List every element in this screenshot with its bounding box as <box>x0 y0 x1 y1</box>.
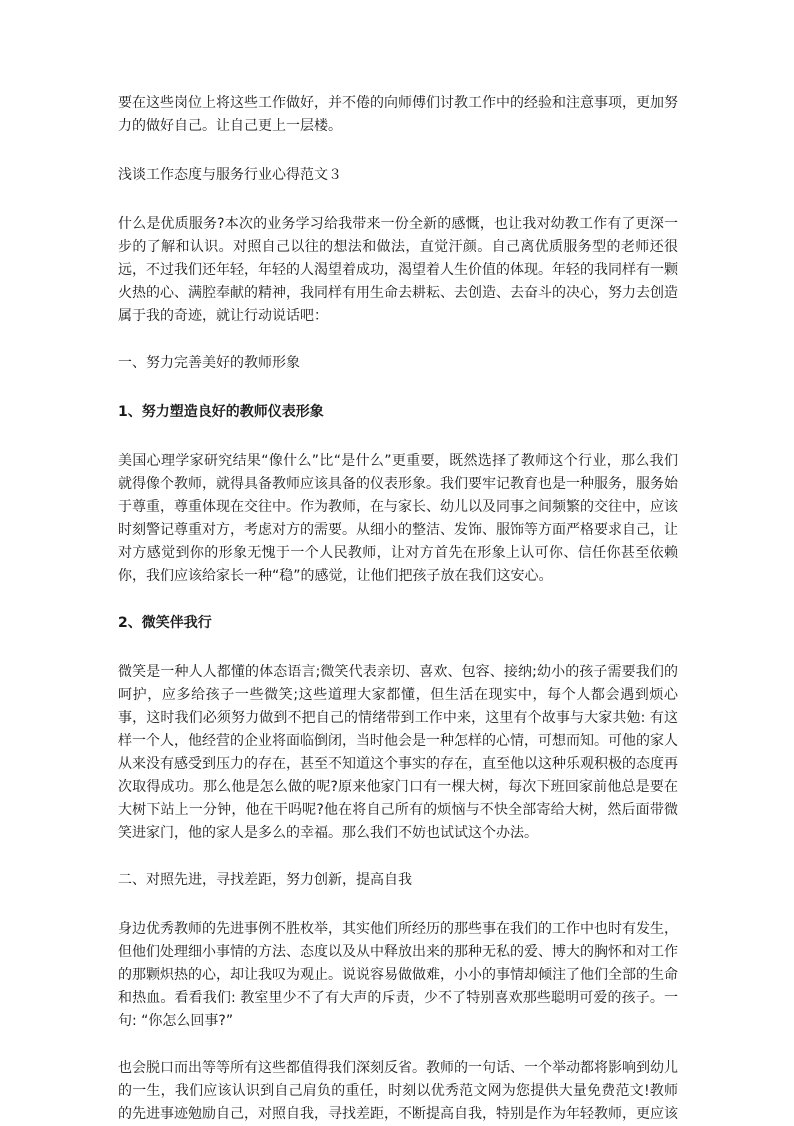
section-heading-2: 二、对照先进，寻找差距，努力创新，提高自我 <box>118 872 412 888</box>
paragraph-examples: 身边优秀教师的先进事例不胜枚举，其实他们所经历的那些事在我们的工作中也时有发生，但他们处理细小事情的方法、态度以及从中释放出来的那种无私的爱、博大的胸怀和对工作的那颗炽热的心，却让我叹为观止。说说容易做做难，小小的事情却倾注了他们全部的生命和热血。看看我们: 教室里少不了有大声的斥责，少不了特别喜欢那些聪明可爱的孩子。一句: “你怎么回事?” <box>118 921 678 1029</box>
subsection-heading-2: 2、微笑伴我行 <box>118 615 212 631</box>
paragraph-reflection: 也会脱口而出等等所有这些都值得我们深刻反省。教师的一句话、一个举动都将影响到幼儿的一生，我们应该认识到自己肩负的重任，时刻以优秀范文网为您提供大量免费范文!教师的先进事迹勉励自己，对照自我，寻找差距，不断提高自我，特别是作为年轻教师，更应该 <box>118 1060 678 1122</box>
paragraph-smile: 微笑是一种人人都懂的体态语言;微笑代表亲切、喜欢、包容、接纳;幼小的孩子需要我们的呵护，应多给孩子一些微笑;这些道理大家都懂，但生活在现实中，每个人都会遇到烦心事，这时我们必须努力做到不把自己的情绪带到工作中来，这里有个故事与大家共勉: 有这样一个人，他经营的企业将面临倒闭，当时他会是一种怎样的心情，可想而知。可他的家人从来没有感受到压力的存在，甚至不知道这个事实的存在，直至他以这种乐观积极的态度再次取得成功。那么他是怎么做的呢?原来他家门口有一棵大树，每次下班回家前他总是要在大树下站上一分钟，他在干吗呢?他在将自己所有的烦恼与不快全部寄给大树，然后面带微笑进家门，他的家人是多么的幸福。那么我们不妨也试试这个办法。 <box>118 664 678 841</box>
subsection-heading-1: 1、努力塑造良好的教师仪表形象 <box>118 404 324 420</box>
paragraph-quality-service: 什么是优质服务?本次的业务学习给我带来一份全新的感慨，也让我对幼教工作有了更深一步的了解和认识。对照自己以往的想法和做法，直觉汗颜。自己离优质服务型的老师还很远，不过我们还年轻，年轻的人渴望着成功，渴望着人生价值的体现。年轻的我同样有一颗火热的心、满腔奉献的精神，我同样有用生命去耕耘、去创造、去奋斗的决心，努力去创造属于我的奇迹，就让行动说话吧： <box>118 216 678 324</box>
paragraph-teacher-image: 美国心理学家研究结果“像什么”比“是什么”更重要，既然选择了教师这个行业，那么我们就得像个教师，就得具备教师应该具备的仪表形象。我们要牢记教育也是一种服务，服务始于尊重，尊重体现在交往中。作为教师，在与家长、幼儿以及同事之间频繁的交往中，应该时刻警记尊重对方，考虑对方的需要。从细小的整洁、发饰、服饰等方面严格要求自己，让对方感觉到你的形象无愧于一个人民教师，让对方首先在形象上认可你、信任你甚至依赖你，我们应该给家长一种“稳”的感觉，让他们把孩子放在我们这安心。 <box>118 453 678 584</box>
paragraph-intro: 要在这些岗位上将这些工作做好，并不倦的向师傅们讨教工作中的经验和注意事项，更加努力的做好自己。让自己更上一层楼。 <box>118 95 678 134</box>
section-heading-1: 一、努力完善美好的教师形象 <box>118 355 300 371</box>
document-page <box>118 92 678 1126</box>
article-title: 浅谈工作态度与服务行业心得范文３ <box>118 167 342 183</box>
